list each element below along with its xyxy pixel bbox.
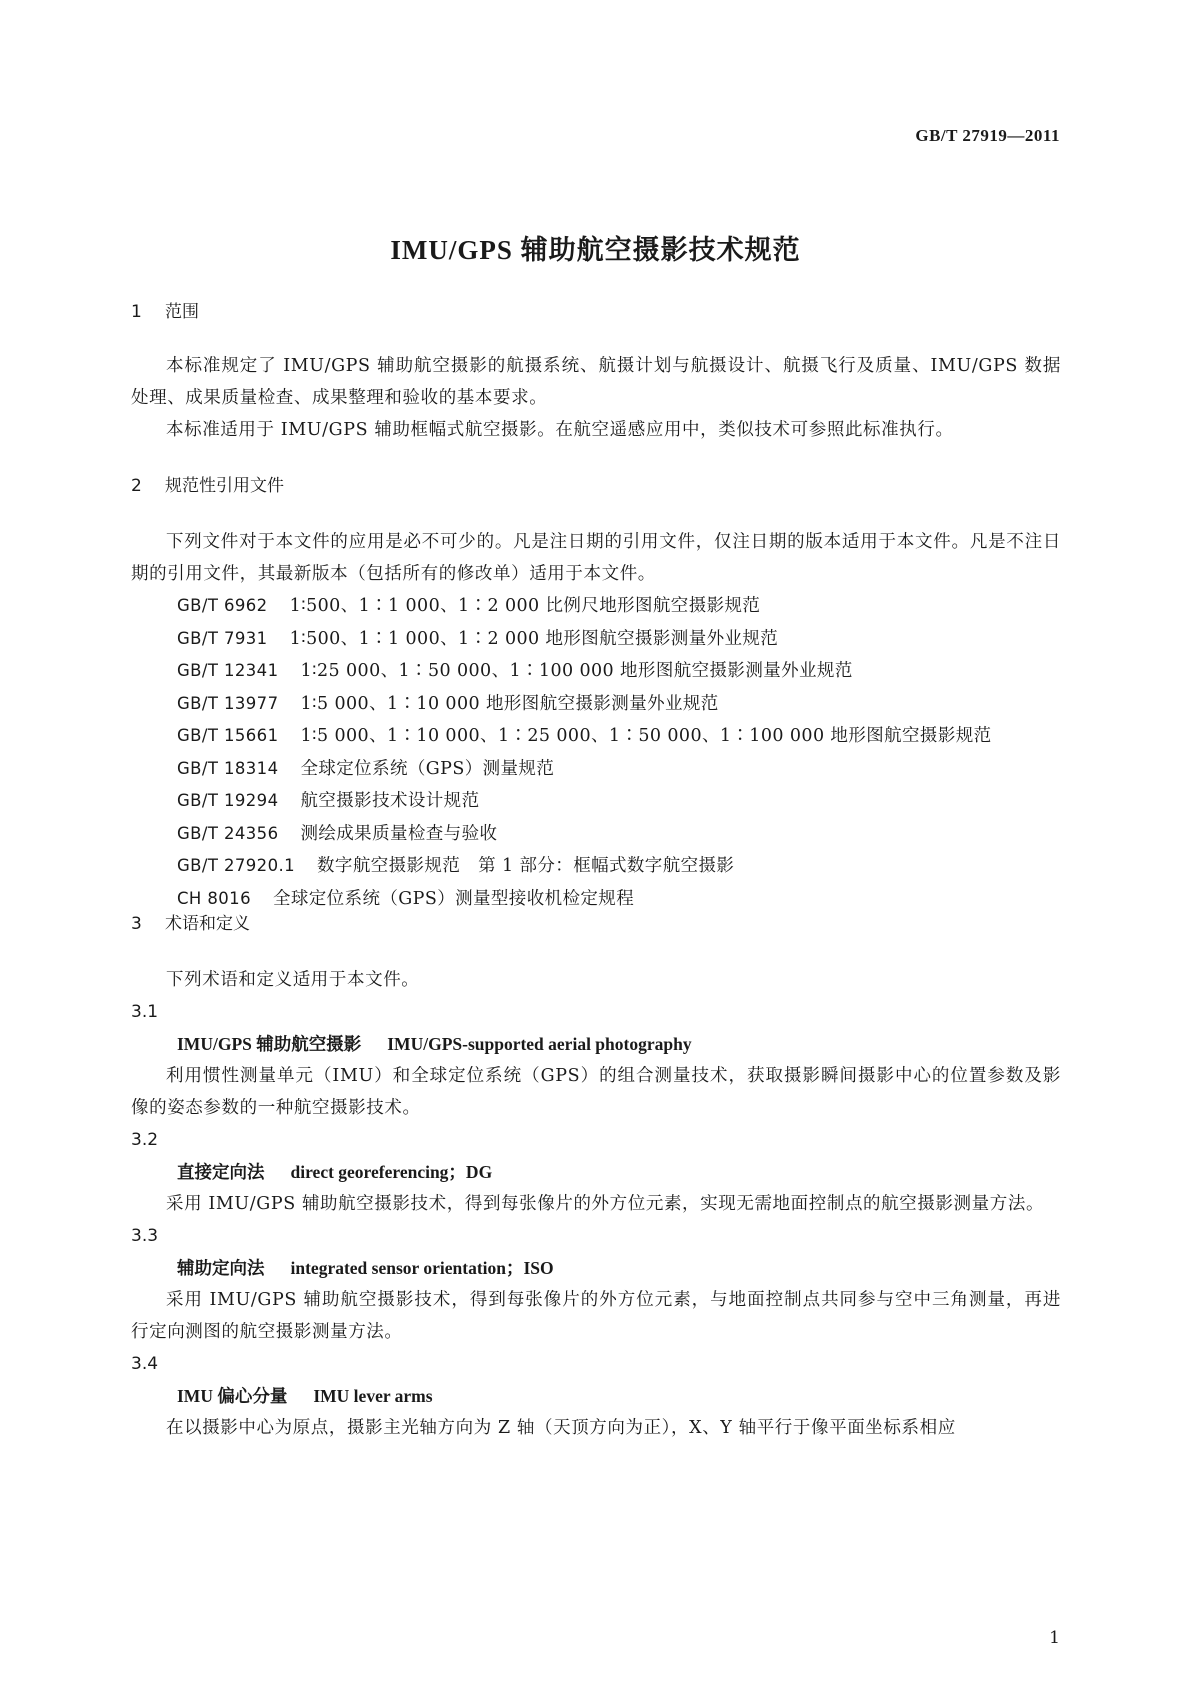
term-en: integrated sensor orientation；ISO xyxy=(290,1258,554,1278)
section-title: 术语和定义 xyxy=(165,914,250,934)
reference-code: GB/T 19294 xyxy=(177,791,279,810)
reference-code: GB/T 13977 xyxy=(177,693,279,713)
term-zh: IMU 偏心分量 xyxy=(177,1386,288,1406)
standard-number: GB/T 27919—2011 xyxy=(915,126,1060,145)
section-2-body xyxy=(131,526,1061,915)
term-number: 3.4 xyxy=(131,1354,159,1374)
section-2-heading xyxy=(131,470,1061,502)
term-en: IMU lever arms xyxy=(313,1386,433,1406)
term-number: 3.1 xyxy=(131,1002,159,1022)
reference-item xyxy=(131,753,1061,786)
reference-item xyxy=(131,785,1061,818)
reference-title: 1∶5 000、1∶10 000 地形图航空摄影测量外业规范 xyxy=(300,693,719,714)
reference-item xyxy=(131,818,1061,851)
reference-code: GB/T 7931 xyxy=(177,628,268,648)
term-en: direct georeferencing；DG xyxy=(290,1162,493,1182)
section-1-heading xyxy=(131,296,1061,328)
reference-code: GB/T 18314 xyxy=(177,758,279,778)
reference-item xyxy=(131,688,1061,721)
section-title: 范围 xyxy=(165,302,199,322)
reference-title: 1∶25 000、1∶50 000、1∶100 000 地形图航空摄影测量外业规范 xyxy=(300,661,853,681)
reference-item xyxy=(131,720,1061,753)
paragraph: 本标准适用于 IMU/GPS 辅助框幅式航空摄影。在航空遥感应用中，类似技术可参照此标准执行。 xyxy=(166,420,954,440)
term-zh: IMU/GPS 辅助航空摄影 xyxy=(177,1034,362,1054)
reference-item xyxy=(131,850,1061,883)
reference-item xyxy=(131,623,1061,656)
term-number: 3.3 xyxy=(131,1226,159,1246)
reference-title: 1∶500、1∶1 000、1∶2 000 地形图航空摄影测量外业规范 xyxy=(289,628,779,649)
term-number: 3.2 xyxy=(131,1130,159,1150)
reference-code: GB/T 15661 xyxy=(177,726,279,745)
section-number: 3 xyxy=(131,914,142,934)
reference-title: 航空摄影技术设计规范 xyxy=(300,791,480,811)
reference-title: 全球定位系统（GPS）测量规范 xyxy=(300,758,555,779)
page-number: 1 xyxy=(1049,1628,1060,1648)
reference-title: 测绘成果质量检查与验收 xyxy=(300,823,498,844)
term-name xyxy=(131,1156,1061,1188)
reference-title: 1∶500、1∶1 000、1∶2 000 比例尺地形图航空摄影规范 xyxy=(289,596,761,616)
section-number: 1 xyxy=(131,302,142,322)
reference-code: GB/T 6962 xyxy=(177,596,268,615)
term-name xyxy=(131,1252,1061,1284)
paragraph: 下列文件对于本文件的应用是必不可少的。凡是注日期的引用文件，仅注日期的版本适用于本文件。凡是不注日期的引用文件，其最新版本（包括所有的修改单）适用于本文件。 xyxy=(131,532,1061,584)
term-name xyxy=(131,1028,1061,1060)
reference-code: GB/T 27920.1 xyxy=(177,856,296,875)
section-3-body xyxy=(131,964,1061,1444)
paragraph: 下列术语和定义适用于本文件。 xyxy=(166,970,420,990)
section-3-heading xyxy=(131,908,1061,940)
reference-code: GB/T 24356 xyxy=(177,823,279,843)
reference-code: CH 8016 xyxy=(177,888,251,908)
reference-list xyxy=(131,590,1061,915)
reference-title: 1∶5 000、1∶10 000、1∶25 000、1∶50 000、1∶100 000 地形图航空摄影规范 xyxy=(300,726,992,746)
section-number: 2 xyxy=(131,476,142,496)
reference-title: 数字航空摄影规范 第 1 部分：框幅式数字航空摄影 xyxy=(317,856,735,876)
term-definition: 采用 IMU/GPS 辅助航空摄影技术，得到每张像片的外方位元素，实现无需地面控制点的航空摄影测量方法。 xyxy=(166,1194,1045,1214)
term-definition: 利用惯性测量单元（IMU）和全球定位系统（GPS）的组合测量技术，获取摄影瞬间摄影中心的位置参数及影像的姿态参数的一种航空摄影技术。 xyxy=(131,1066,1061,1118)
reference-item xyxy=(131,655,1061,688)
reference-title: 全球定位系统（GPS）测量型接收机检定规程 xyxy=(272,888,635,909)
term-definition: 在以摄影中心为原点，摄影主光轴方向为 Z 轴（天顶方向为正），X、Y 轴平行于像平面坐标系相应 xyxy=(166,1418,956,1438)
paragraph: 本标准规定了 IMU/GPS 辅助航空摄影的航摄系统、航摄计划与航摄设计、航摄飞行及质量、IMU/GPS 数据处理、成果质量检查、成果整理和验收的基本要求。 xyxy=(131,356,1061,408)
reference-code: GB/T 12341 xyxy=(177,661,279,680)
term-zh: 辅助定向法 xyxy=(177,1258,265,1278)
term-definition: 采用 IMU/GPS 辅助航空摄影技术，得到每张像片的外方位元素，与地面控制点共同参与空中三角测量，再进行定向测图的航空摄影测量方法。 xyxy=(131,1290,1061,1342)
term-en: IMU/GPS-supported aerial photography xyxy=(387,1034,692,1054)
term-zh: 直接定向法 xyxy=(177,1162,265,1182)
section-title: 规范性引用文件 xyxy=(165,476,284,496)
section-1-body xyxy=(131,350,1061,446)
term-name xyxy=(131,1380,1061,1412)
document-title: IMU/GPS 辅助航空摄影技术规范 xyxy=(390,235,801,265)
reference-item xyxy=(131,590,1061,623)
